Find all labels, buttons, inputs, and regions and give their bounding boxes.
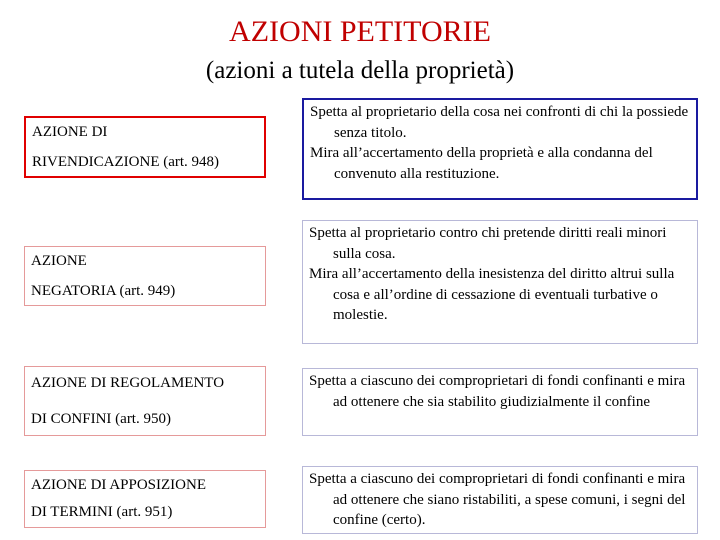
description-box-rivendicazione <box>302 98 698 200</box>
action-name-line: RIVENDICAZIONE (art. 948) <box>32 154 220 170</box>
action-box-apposizione-termini <box>24 470 266 528</box>
description-paragraph: Spetta al proprietario contro chi pretende diritti reali minori sulla cosa. <box>309 225 667 262</box>
action-name-line: AZIONE DI <box>32 124 108 140</box>
action-name-line: DI CONFINI (art. 950) <box>31 411 171 427</box>
action-name-line: DI TERMINI (art. 951) <box>31 504 173 520</box>
description-paragraph: Spetta al proprietario della cosa nei confronti di chi la possiede senza titolo. <box>310 104 689 141</box>
page-title: AZIONI PETITORIE <box>229 15 491 48</box>
page-subtitle: (azioni a tutela della proprietà) <box>205 57 515 84</box>
description-paragraph: Spetta a ciascuno dei comproprietari di fondi confinanti e mira ad ottenere che siano ristabiliti, a spese comuni, i segni del confine (certo). <box>309 471 686 528</box>
action-box-negatoria <box>24 246 266 306</box>
description-box-negatoria <box>302 220 698 344</box>
description-paragraph: Spetta a ciascuno dei comproprietari di fondi confinanti e mira ad ottenere che sia stabilito giudizialmente il confine <box>309 373 686 410</box>
description-paragraph: Mira all’accertamento della proprietà e alla condanna del convenuto alla restituzione. <box>310 145 653 182</box>
action-name-line: AZIONE DI APPOSIZIONE <box>31 477 206 493</box>
action-box-regolamento-confini <box>24 366 266 436</box>
action-name-line: NEGATORIA (art. 949) <box>31 283 176 299</box>
action-name-line: AZIONE <box>31 253 87 269</box>
description-paragraph: Mira all’accertamento della inesistenza del diritto altrui sulla cosa e all’ordine di cessazione di eventuali turbative o molestie. <box>309 266 675 323</box>
action-name-line: AZIONE DI REGOLAMENTO <box>31 375 225 391</box>
description-box-regolamento-confini <box>302 368 698 436</box>
action-box-rivendicazione <box>24 116 266 178</box>
description-box-apposizione-termini <box>302 466 698 534</box>
